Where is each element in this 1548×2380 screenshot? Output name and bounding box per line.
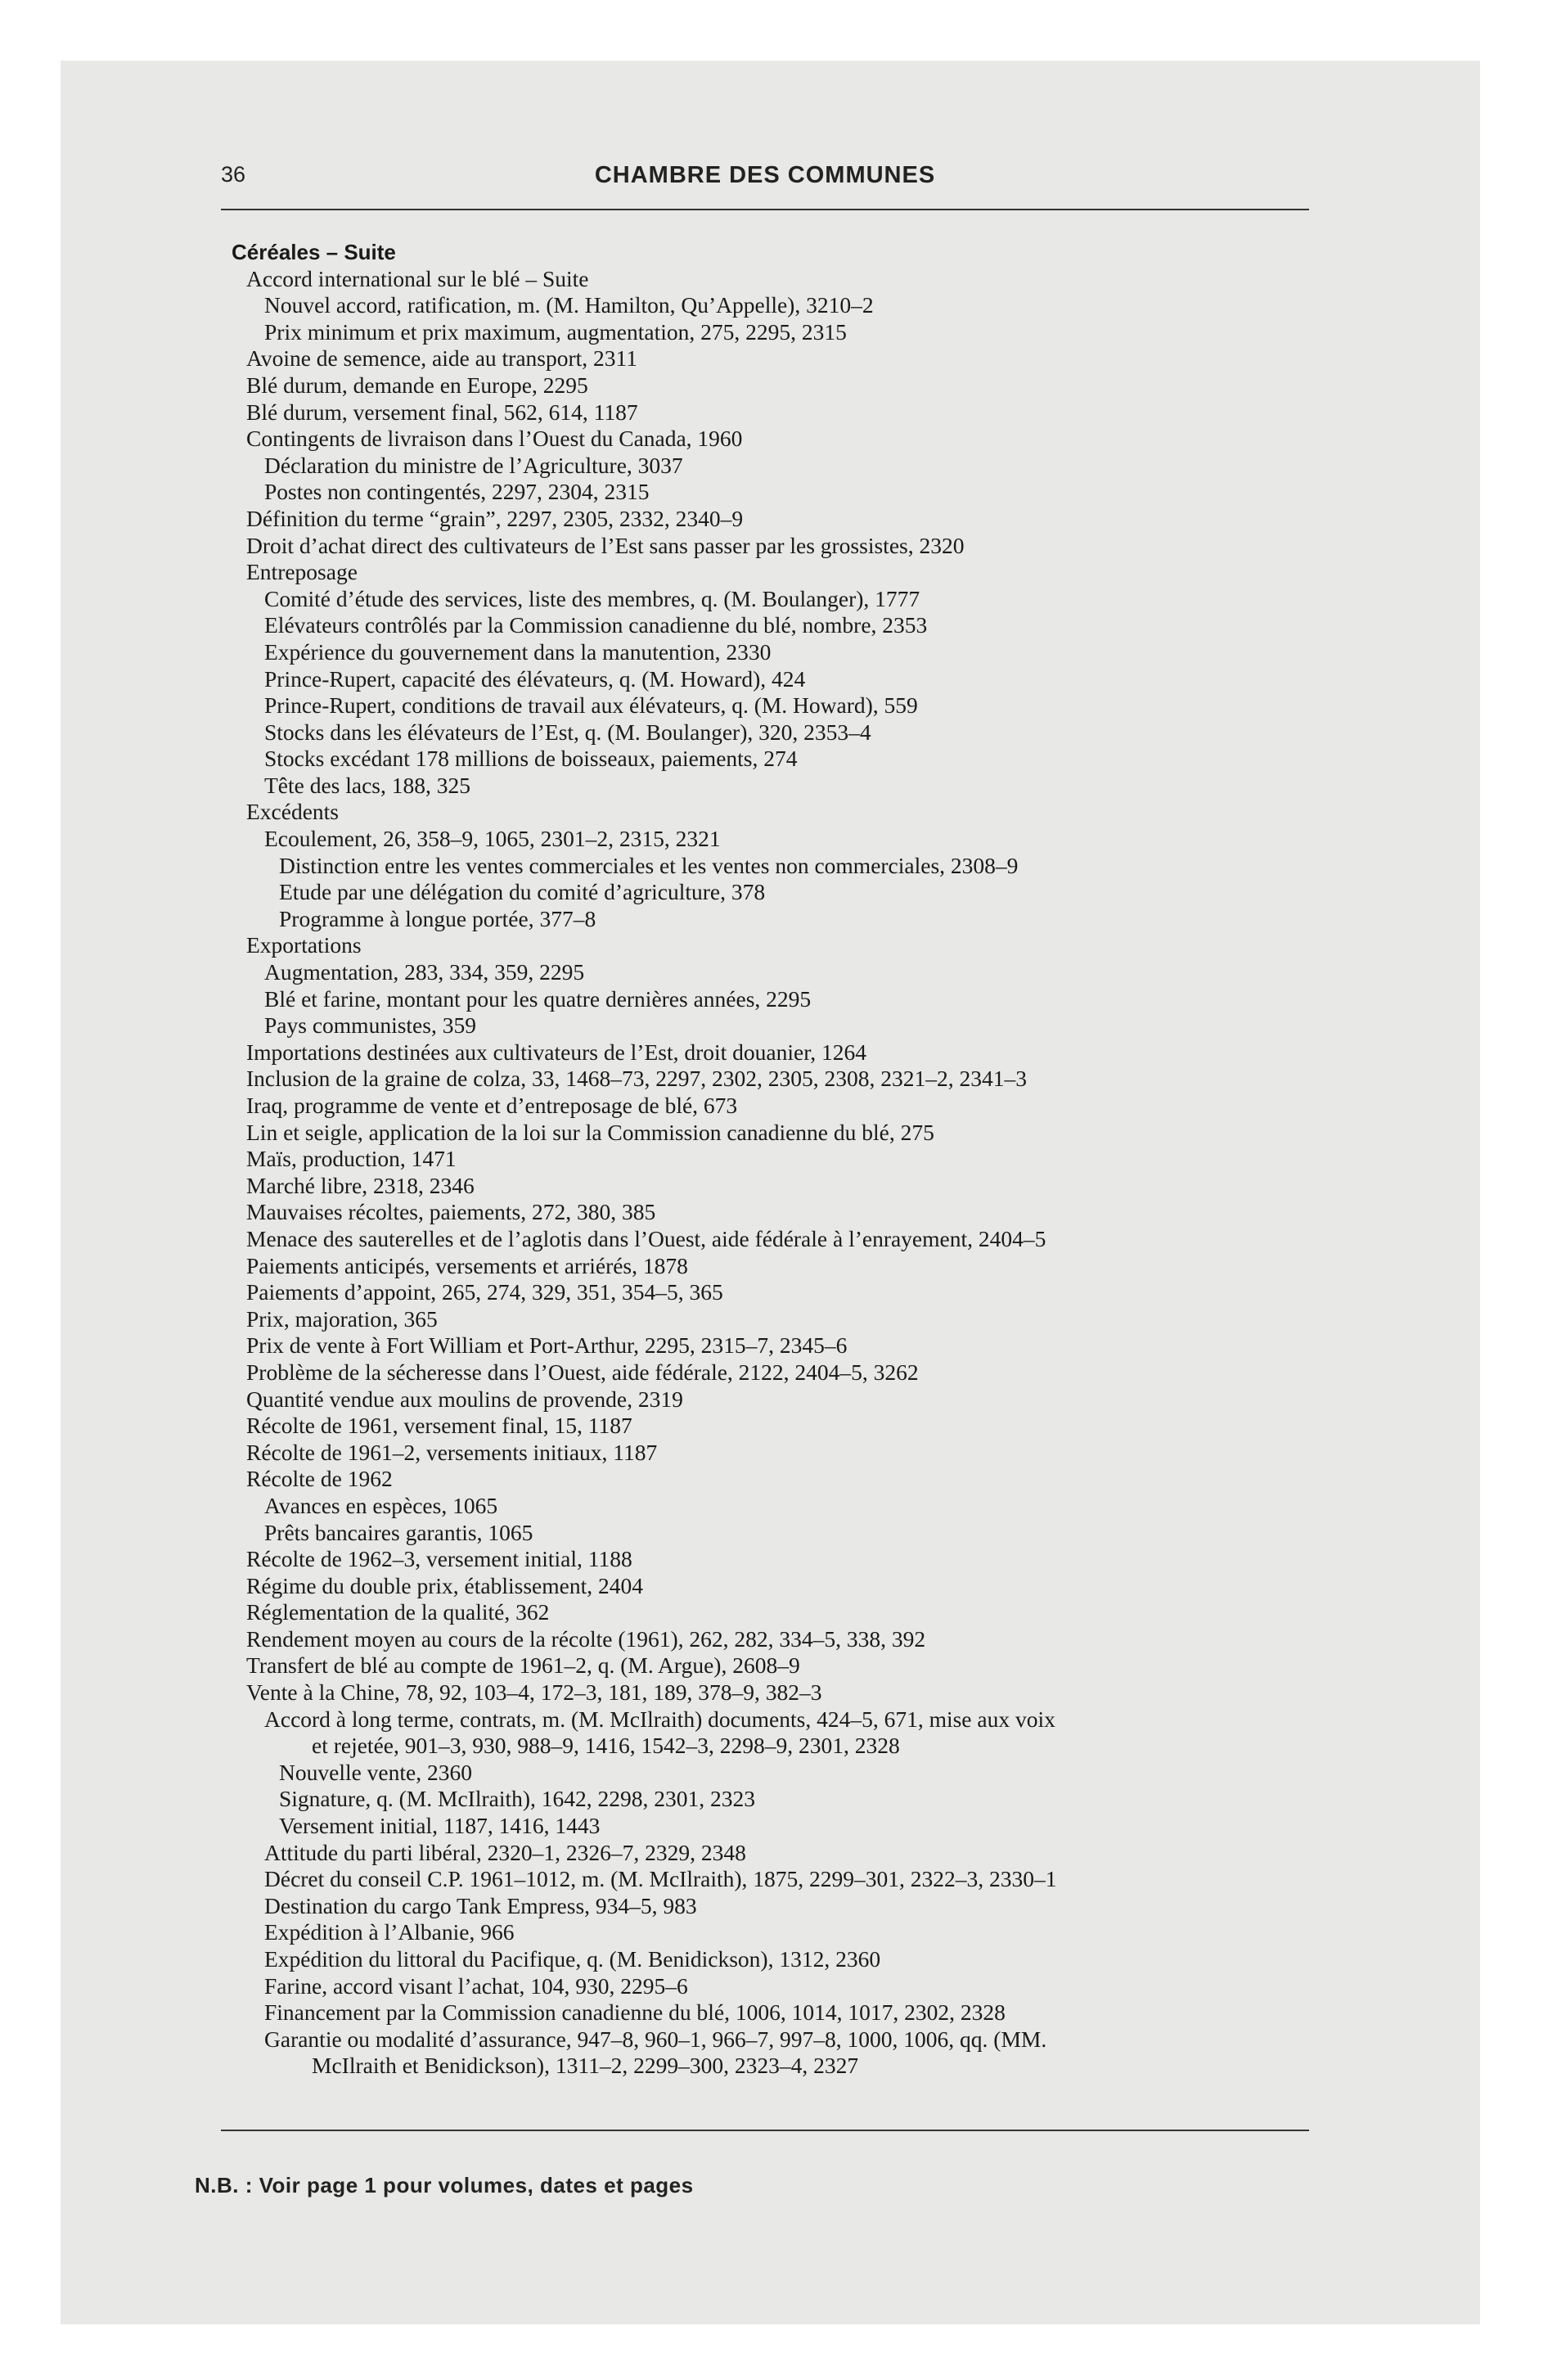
index-entry: et rejetée, 901–3, 930, 988–9, 1416, 1542–3, 2298–9, 2301, 2328 xyxy=(312,1733,900,1759)
index-entry: Accord à long terme, contrats, m. (M. McIlraith) documents, 424–5, 671, mise aux voix xyxy=(264,1706,1055,1732)
index-entry: Farine, accord visant l’achat, 104, 930, 2295–6 xyxy=(264,1972,688,1999)
index-entry: Distinction entre les ventes commerciales et les ventes non commerciales, 2308–9 xyxy=(279,852,1019,878)
index-entries xyxy=(232,239,1377,2080)
index-entry: Transfert de blé au compte de 1961–2, q. (M. Argue), 2608–9 xyxy=(246,1652,800,1679)
index-entry: Prince-Rupert, conditions de travail aux élévateurs, q. (M. Howard), 559 xyxy=(264,692,918,719)
index-entry: Exportations xyxy=(246,932,362,958)
index-entry: Récolte de 1961–2, versements initiaux, 1187 xyxy=(246,1439,658,1465)
index-entry: Prix minimum et prix maximum, augmentation, 275, 2295, 2315 xyxy=(264,318,847,345)
index-entry: Vente à la Chine, 78, 92, 103–4, 172–3, 181, 189, 378–9, 382–3 xyxy=(246,1679,822,1706)
page-header xyxy=(221,156,1309,205)
index-entry: Stocks dans les élévateurs de l’Est, q. (M. Boulanger), 320, 2353–4 xyxy=(264,719,871,745)
index-entry: Avances en espèces, 1065 xyxy=(264,1492,498,1518)
index-entry: Expédition à l’Albanie, 966 xyxy=(264,1919,515,1945)
index-entry: McIlraith et Benidickson), 1311–2, 2299–300, 2323–4, 2327 xyxy=(312,2053,859,2079)
index-entry: Programme à longue portée, 377–8 xyxy=(279,905,596,931)
index-entry: Augmentation, 283, 334, 359, 2295 xyxy=(264,959,585,985)
header-rule xyxy=(221,209,1309,210)
section-heading: Céréales – Suite xyxy=(232,240,396,264)
index-entry: Paiements anticipés, versements et arriérés, 1878 xyxy=(246,1252,688,1278)
index-entry: Marché libre, 2318, 2346 xyxy=(246,1172,475,1198)
page-number: 36 xyxy=(221,162,246,187)
index-entry: Pays communistes, 359 xyxy=(264,1012,476,1039)
index-entry: Expédition du littoral du Pacifique, q. (M. Benidickson), 1312, 2360 xyxy=(264,1946,881,1972)
index-entry: Attitude du parti libéral, 2320–1, 2326–7, 2329, 2348 xyxy=(264,1839,746,1865)
index-entry: Importations destinées aux cultivateurs de l’Est, droit douanier, 1264 xyxy=(246,1039,867,1065)
index-entry: Définition du terme “grain”, 2297, 2305, 2332, 2340–9 xyxy=(246,505,744,531)
index-entry: Paiements d’appoint, 265, 274, 329, 351, 354–5, 365 xyxy=(246,1279,723,1305)
index-entry: Blé et farine, montant pour les quatre dernières années, 2295 xyxy=(264,985,812,1012)
index-entry: Stocks excédant 178 millions de boisseaux, paiements, 274 xyxy=(264,746,798,772)
index-entry: Accord international sur le blé – Suite xyxy=(246,265,589,291)
index-entry: Droit d’achat direct des cultivateurs de l’Est sans passer par les grossistes, 2320 xyxy=(246,532,965,558)
index-entry: Destination du cargo Tank Empress, 934–5, 983 xyxy=(264,1892,697,1918)
index-entry: Lin et seigle, application de la loi sur la Commission canadienne du blé, 275 xyxy=(246,1119,934,1145)
index-entry: Récolte de 1962 xyxy=(246,1466,393,1492)
index-entry: Excédents xyxy=(246,799,340,825)
running-title: CHAMBRE DES COMMUNES xyxy=(594,162,936,188)
index-entry: Tête des lacs, 188, 325 xyxy=(264,772,471,798)
index-entry: Décret du conseil C.P. 1961–1012, m. (M. McIlraith), 1875, 2299–301, 2322–3, 2330–1 xyxy=(264,1866,1057,1892)
index-entry: Récolte de 1962–3, versement initial, 1188 xyxy=(246,1546,632,1572)
index-entry: Prince-Rupert, capacité des élévateurs, q. (M. Howard), 424 xyxy=(264,665,806,692)
index-entry: Prix de vente à Fort William et Port-Arthur, 2295, 2315–7, 2345–6 xyxy=(246,1332,848,1359)
footer-rule xyxy=(221,2130,1309,2131)
index-entry: Menace des sauterelles et de l’aglotis dans l’Ouest, aide fédérale à l’enrayement, 2404–5 xyxy=(246,1225,1046,1251)
index-entry: Comité d’étude des services, liste des membres, q. (M. Boulanger), 1777 xyxy=(264,585,920,611)
index-entry: Elévateurs contrôlés par la Commission canadienne du blé, nombre, 2353 xyxy=(264,612,928,638)
index-entry: Etude par une délégation du comité d’agriculture, 378 xyxy=(279,879,766,905)
index-entry: Maïs, production, 1471 xyxy=(246,1146,457,1172)
index-entry: Prix, majoration, 365 xyxy=(246,1305,438,1332)
index-entry: Quantité vendue aux moulins de provende, 2319 xyxy=(246,1386,683,1412)
index-entry: Blé durum, versement final, 562, 614, 1187 xyxy=(246,399,638,425)
index-entry: Régime du double prix, établissement, 2404 xyxy=(246,1572,643,1598)
index-entry: Nouvelle vente, 2360 xyxy=(279,1759,472,1785)
index-entry: Ecoulement, 26, 358–9, 1065, 2301–2, 2315, 2321 xyxy=(264,826,721,852)
index-entry: Problème de la sécheresse dans l’Ouest, aide fédérale, 2122, 2404–5, 3262 xyxy=(246,1359,919,1385)
index-entry: Entreposage xyxy=(246,559,358,585)
index-entry: Signature, q. (M. McIlraith), 1642, 2298, 2301, 2323 xyxy=(279,1786,756,1812)
index-entry: Postes non contingentés, 2297, 2304, 2315 xyxy=(264,479,650,505)
footnote: N.B. : Voir page 1 pour volumes, dates et pages xyxy=(195,2173,694,2197)
index-entry: Garantie ou modalité d’assurance, 947–8, 960–1, 966–7, 997–8, 1000, 1006, qq. (MM. xyxy=(264,2026,1047,2052)
index-entry: Réglementation de la qualité, 362 xyxy=(246,1599,550,1625)
index-entry: Contingents de livraison dans l’Ouest du Canada, 1960 xyxy=(246,426,743,452)
index-entry: Avoine de semence, aide au transport, 2311 xyxy=(246,345,638,372)
index-entry: Mauvaises récoltes, paiements, 272, 380, 385 xyxy=(246,1199,656,1225)
index-entry: Rendement moyen au cours de la récolte (1961), 262, 282, 334–5, 338, 392 xyxy=(246,1625,926,1652)
index-entry: Financement par la Commission canadienne du blé, 1006, 1014, 1017, 2302, 2328 xyxy=(264,1999,1006,2026)
index-entry: Blé durum, demande en Europe, 2295 xyxy=(246,372,588,398)
index-entry: Versement initial, 1187, 1416, 1443 xyxy=(279,1813,601,1839)
index-entry: Récolte de 1961, versement final, 15, 1187 xyxy=(246,1413,632,1439)
index-entry: Déclaration du ministre de l’Agriculture, 3037 xyxy=(264,452,683,478)
index-entry: Inclusion de la graine de colza, 33, 1468–73, 2297, 2302, 2305, 2308, 2321–2, 2341–3 xyxy=(246,1066,1027,1092)
index-entry: Prêts bancaires garantis, 1065 xyxy=(264,1519,533,1545)
index-entry: Iraq, programme de vente et d’entreposage de blé, 673 xyxy=(246,1093,738,1118)
index-entry: Nouvel accord, ratification, m. (M. Hamilton, Qu’Appelle), 3210–2 xyxy=(264,292,874,318)
index-entry: Expérience du gouvernement dans la manutention, 2330 xyxy=(264,638,772,665)
